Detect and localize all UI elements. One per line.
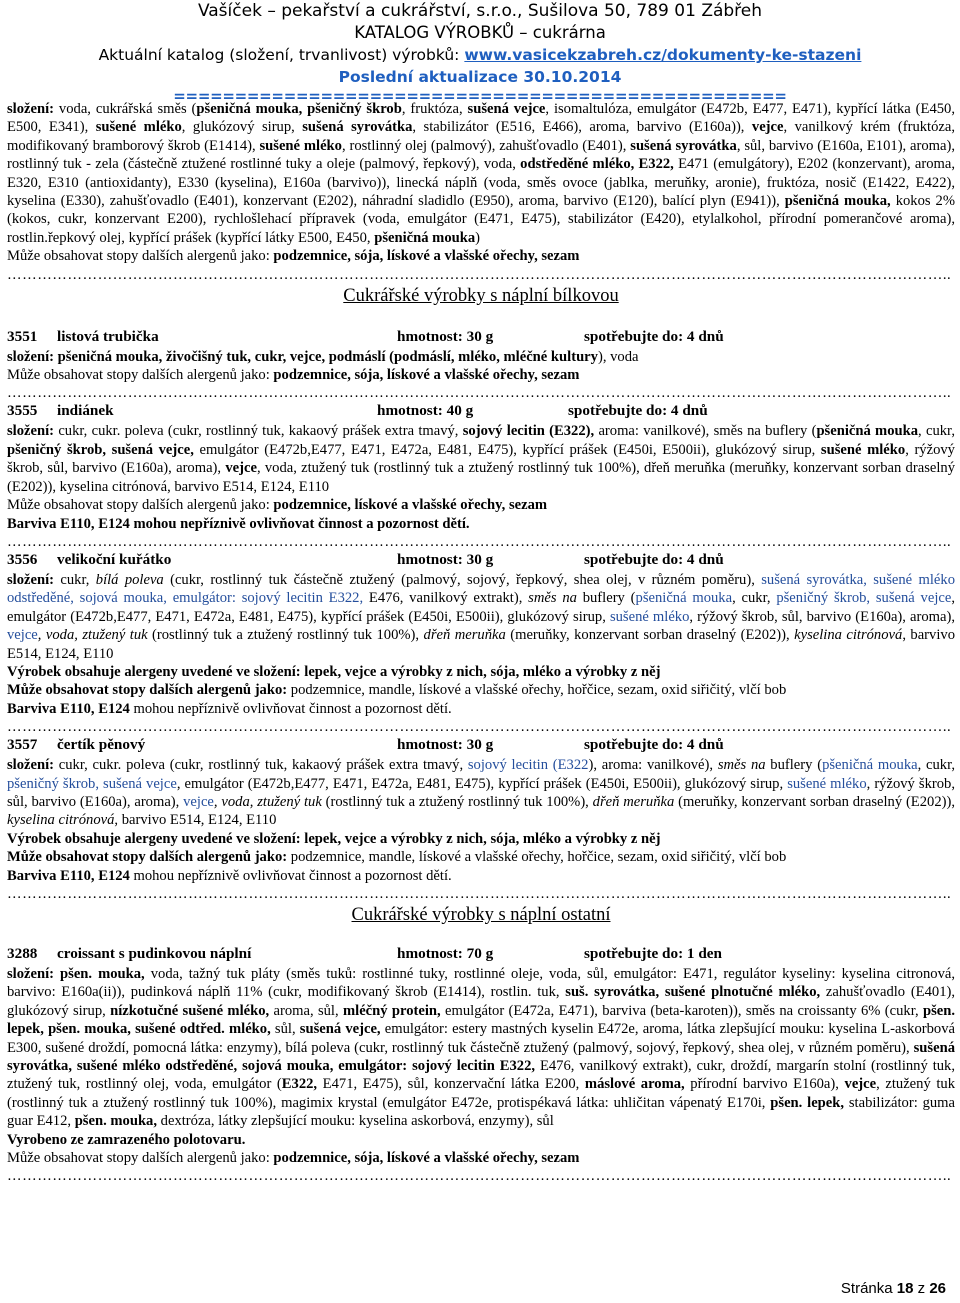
product-weight: hmotnost: 70 g <box>397 945 494 962</box>
separator-dots: …………………………………………………………………………………………………………………………………………………………………….. <box>7 385 952 402</box>
product-name: velikoční kuřátko <box>57 550 172 568</box>
colorant-warning: Barviva E110, E124 mohou nepříznivě ovlivňovat činnost a pozornost dětí. <box>7 867 452 884</box>
product-header-3557 <box>7 736 955 756</box>
product-composition: složení: cukr, cukr. poleva (cukr, rostlinný tuk, kakaový prášek extra tmavý, sojový lecitin (E322), aroma: vanilkové), směs na buflery (pšeničná mouka, cukr, pšeničný škrob, sušená vejce, emulgátor (E472b,E477, E471, E472a, E481, E475), kypřící prášek (E450i, E500ii), glukózový sirup, sušené mléko, rýžový škrob, sůl, barvivo (E160a), aroma), vejce, voda, ztužený tuk (rostlinný tuk a ztužený rostlinný tuk 100%), dřeň meruňka (meruňky, konzervant sorban draselný (E202)), kyselina citrónová, barvivo E514, E124, E110 <box>7 757 955 829</box>
product-composition: složení: pšen. mouka, voda, tažný tuk pláty (směs tuků: rostlinné tuky, rostlinné oleje, voda, sůl, emulgátor: E471, regulátor kyseliny: kyselina citronová, barvivo: E160a(ii)), pudinková náplň 11% (cukr, modifikovaný škrob (E1414), rostlin. tuk, suš. syrovátka, sušené plnotučné mléko, zahušťovadlo (E401), glukózový sirup, nízkotučné sušené mléko, aroma, sůl, mléčný protein, emulgátor (E472a, E471), barviva (beta-karoten)), směs na croissanty 6% (cukr, pšen. lepek, pšen. mouka, sušené odtřed. mléko, sůl, sušená vejce, emulgátor: estery mastných kyselin E472e, aroma, látka zlepšující mouku: kyselina L-askorbová E300, sušené droždí, pomocná látka: enzymy), bílá poleva (cukr, rostlinný tuk částečně ztužený (palmový, sojový, řepkový, shea olej, v různém poměru), sušená syrovátka, sušené mléko odstředěné, sojová mouka, emulgátor: sojový lecitin E322, E476, vanilkový extrakt), cukr, droždí, margarín stolní (rostlinný tuk, ztužený tuk, rostlinný olej, voda, emulgátor (E322, E471, E475), sůl, konzervační látka E200, máslové aroma, přírodní barvivo E160a), vejce, ztužený tuk (rostlinný tuk a ztužený rostlinný tuk 100%), magimix krystal (emulgátor E472e, protispékavá látka: uhličitan vápenatý E170i, pšen. lepek, stabilizátor: guma guar E412, pšen. mouka, dextróza, látky zlepšující mouku: kyselina askorbová, enzymy), sůl <box>7 966 956 1130</box>
product-shelf-life: spotřebujte do: 4 dnů <box>568 402 708 420</box>
product-shelf-life: spotřebujte do: 4 dnů <box>584 327 724 345</box>
allergen-contains: Výrobek obsahuje alergeny uvedené ve složení: lepek, vejce a výrobky z nich, sója, mléko a výrobky z něj <box>7 663 661 680</box>
product-weight: hmotnost: 30 g <box>397 736 494 754</box>
frozen-note: Vyrobeno ze zamrazeného polotovaru. <box>7 1131 246 1148</box>
company-line: Vašíček – pekařství a cukrářství, s.r.o., Sušilova 50, 789 01 Zábřeh <box>197 1 763 21</box>
product-name: indiánek <box>57 402 114 420</box>
allergen-note: Může obsahovat stopy dalších alergenů jako: podzemnice, mandle, lískové a vlašské ořechy, hořčice, sezam, oxid siřičitý, vlčí bob <box>7 849 787 866</box>
section-heading-white-filling: Cukrářské výrobky s náplní bílkovou <box>343 285 619 306</box>
allergen-note: Může obsahovat stopy dalších alergenů jako: podzemnice, sója, lískové a vlašské ořechy, sezam <box>7 248 580 265</box>
allergen-note: Může obsahovat stopy dalších alergenů jako: podzemnice, sója, lískové a vlašské ořechy, sezam <box>7 1150 580 1167</box>
product-code: 3557 <box>7 736 38 754</box>
product-composition: složení: cukr, cukr. poleva (cukr, rostlinný tuk, kakaový prášek extra tmavý, sojový lecitin (E322), aroma: vanilkové), směs na buflery (pšeničná mouka, cukr, pšeničný škrob, sušená vejce, emulgátor (E472b,E477, E471, E472a, E481, E475), kypřící prášek (E450i, E500ii), glukózový sirup, sušené mléko, rýžový škrob, sůl, barvivo (E160a), aroma), vejce, voda, ztužený tuk (rostlinný tuk a ztužený rostlinný tuk 100%), dřeň meruňka (meruňky, konzervant sorban draselný (E202)), kyselina citrónová, barvivo E514, E124, E110 <box>7 423 956 495</box>
product-weight: hmotnost: 30 g <box>397 550 494 568</box>
document-body <box>7 100 955 1185</box>
product-shelf-life: spotřebujte do: 4 dnů <box>584 550 724 568</box>
product-header-3556 <box>7 551 955 571</box>
catalog-title: KATALOG VÝROBKŮ – cukrárna <box>354 23 606 42</box>
last-update: Poslední aktualizace 30.10.2014 <box>338 68 622 86</box>
allergen-note: Může obsahovat stopy dalších alergenů jako: podzemnice, sója, lískové a vlašské ořechy, sezam <box>7 367 580 384</box>
product-code: 3551 <box>7 327 38 345</box>
colorant-warning: Barviva E110, E124 mohou nepříznivě ovlivňovat činnost a pozornost dětí. <box>7 515 470 532</box>
product-shelf-life: spotřebujte do: 1 den <box>584 945 722 962</box>
product-composition: složení: cukr, bílá poleva (cukr, rostlinný tuk částečně ztužený (palmový, sojový, řepkový, shea olej, v různém poměru), sušená syrovátka, sušené mléko odstředěné, sojová mouka, emulgátor: sojový lecitin E322, E476, vanilkový extrakt), směs na buflery (pšeničná mouka, cukr, pšeničný škrob, sušená vejce, emulgátor (E472b,E477, E471, E472a, E481, E475), kypřící prášek (E450i, E500ii), glukózový sirup, sušené mléko, rýžový škrob, sůl, barvivo (E160a), aroma), vejce, voda, ztužený tuk (rostlinný tuk a ztužený rostlinný tuk 100%), dřeň meruňka (meruňky, konzervant sorban draselný (E202)), kyselina citrónová, barvivo E514, E124, E110 <box>7 571 955 662</box>
allergen-note: Může obsahovat stopy dalších alergenů jako: podzemnice, mandle, lískové a vlašské ořechy, hořčice, sezam, oxid siřičitý, vlčí bob <box>7 682 787 699</box>
allergen-note: Může obsahovat stopy dalších alergenů jako: podzemnice, lískové a vlašské ořechy, sezam <box>7 497 548 514</box>
separator-dots: …………………………………………………………………………………………………………………………………………………………………….. <box>7 533 952 550</box>
separator-dots: …………………………………………………………………………………………………………………………………………………………………….. <box>7 719 952 736</box>
separator-dots: …………………………………………………………………………………………………………………………………………………………………….. <box>7 266 952 283</box>
document-header <box>0 0 960 104</box>
product-header-3551 <box>7 328 955 348</box>
product-code: 3288 <box>7 945 38 962</box>
product-weight: hmotnost: 40 g <box>377 402 474 420</box>
product-name: croissant s pudinkovou náplní <box>57 945 252 962</box>
product-name: listová trubička <box>57 327 159 345</box>
separator-dots: …………………………………………………………………………………………………………………………………………………………………….. <box>7 1168 952 1185</box>
product-header-3288 <box>7 945 955 965</box>
product-shelf-life: spotřebujte do: 4 dnů <box>584 736 724 754</box>
product-header-3555 <box>7 402 955 422</box>
product-code: 3556 <box>7 550 38 568</box>
colorant-warning: Barviva E110, E124 mohou nepříznivě ovlivňovat činnost a pozornost dětí. <box>7 700 452 717</box>
separator-dots: …………………………………………………………………………………………………………………………………………………………………….. <box>7 886 952 902</box>
intro-composition: složení: voda, cukrářská směs (pšeničná mouka, pšeničný škrob, fruktóza, sušená vejce, isomaltulóza, emulgátor (E472b, E477, E471), kypřící látka (E450, E500, E341), sušené mléko, glukózový sirup, sušená syrovátka, stabilizátor (E516, E466), aroma, barvivo (E160a)), vejce, vanilkový krém (fruktóza, modifikovaný bramborový škrob (E1414), sušené mléko, rostlinný olej (palmový), zahušťovadlo (E401), sušená syrovátka, sůl, barvivo (E160a, E101), aroma), rostlinný tuk - zela (částečně ztužené rostlinné tuky a oleje (palmový, řepkový), voda, odstředěné mléko, E322, E471 (emulgátory), E202 (konzervant), aroma, E320, E310 (antioxidanty), E330 (kyselina), E160a (barvivo)), linecká náplň (voda, směs ovoce (jablka, meruňky, aronie), fruktóza, nosič (E1422, E422), kyselina (E330), zahušťovadlo (E401), konzervant (E202), náhradní sladidlo (E950), aroma, barvivo (E120), balící plyn (E941)), pšeničná mouka, kokos 2% (kokos, cukr, konzervant E200), rychlošlehací přípravek (voda, emulgátor (E471, E475), stabilizátor (E420), etylalkohol, přírodní pomerančové aroma), rostlin.řepkový olej, kypřící prášek (kypřící látky E500, E450, pšeničná mouka) <box>7 101 956 246</box>
product-weight: hmotnost: 30 g <box>397 327 494 345</box>
product-composition: složení: pšeničná mouka, živočišný tuk, cukr, vejce, podmáslí (podmáslí, mléko, mléčné kultury), voda <box>7 348 639 365</box>
allergen-contains: Výrobek obsahuje alergeny uvedené ve složení: lepek, vejce a výrobky z nich, sója, mléko a výrobky z něj <box>7 830 661 847</box>
header-rule: ================================================== <box>173 87 787 105</box>
section-heading-other-filling: Cukrářské výrobky s náplní ostatní <box>351 905 611 925</box>
page-number: Stránka 18 z 26 <box>840 1279 946 1297</box>
catalog-link[interactable]: www.vasicekzabreh.cz/dokumenty-ke-stazeni <box>464 46 862 64</box>
catalog-link-line: Aktuální katalog (složení, trvanlivost) výrobků: www.vasicekzabreh.cz/dokumenty-ke-stazeni <box>98 46 862 64</box>
product-name: čertík pěnový <box>57 736 146 754</box>
product-code: 3555 <box>7 402 38 420</box>
